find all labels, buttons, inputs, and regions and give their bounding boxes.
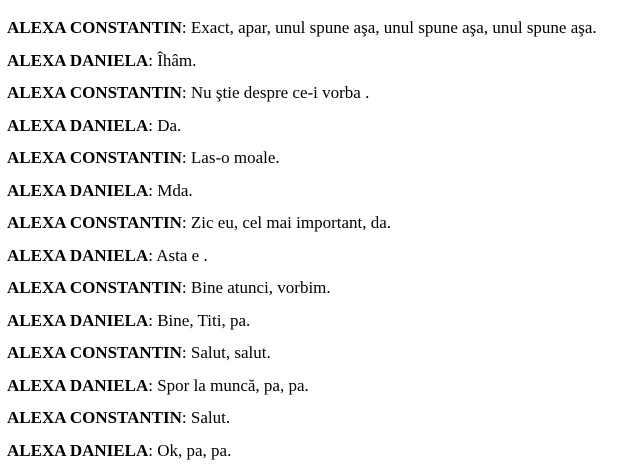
transcript [7, 12, 615, 467]
speaker-name: ALEXA CONSTANTIN [7, 278, 182, 297]
utterance-text: : Asta e . [148, 245, 208, 265]
utterance-text: : Nu ştie despre ce-i vorba . [181, 83, 370, 102]
speaker-name: ALEXA CONSTANTIN [7, 18, 182, 37]
speaker-name: ALEXA DANIELA [7, 115, 149, 135]
speaker-name: ALEXA DANIELA [7, 440, 149, 460]
transcript-line [7, 77, 615, 110]
speaker-name: ALEXA DANIELA [7, 50, 149, 70]
utterance-text: : Bine, Titi, pa. [148, 310, 251, 330]
utterance-text: : Mda. [148, 180, 193, 200]
utterance-text: : Îhâm. [148, 50, 197, 70]
speaker-name: ALEXA DANIELA [7, 180, 149, 200]
transcript-line [7, 435, 615, 468]
speaker-name: ALEXA DANIELA [7, 375, 149, 395]
utterance-text: : Exact, apar, unul spune aşa, unul spune aşa, unul spune aşa. [181, 18, 597, 37]
transcript-line [7, 305, 615, 338]
transcript-line [7, 370, 615, 403]
speaker-name: ALEXA DANIELA [7, 310, 149, 330]
utterance-text: : Spor la muncă, pa, pa. [148, 375, 309, 395]
transcript-line [7, 402, 615, 435]
utterance-text: : Salut, salut. [181, 343, 271, 362]
transcript-line [7, 175, 615, 208]
utterance-text: : Bine atunci, vorbim. [181, 278, 331, 297]
utterance-text: : Zic eu, cel mai important, da. [181, 213, 392, 232]
utterance-text: : Salut. [181, 408, 231, 427]
utterance-text: : Las-o moale. [181, 148, 280, 167]
speaker-name: ALEXA CONSTANTIN [7, 213, 182, 232]
utterance-text: : Ok, pa, pa. [148, 440, 232, 460]
utterance-text: : Da. [148, 115, 182, 135]
transcript-line [7, 45, 615, 78]
transcript-line [7, 337, 615, 370]
speaker-name: ALEXA CONSTANTIN [7, 408, 182, 427]
speaker-name: ALEXA CONSTANTIN [7, 83, 182, 102]
transcript-line [7, 110, 615, 143]
speaker-name: ALEXA CONSTANTIN [7, 148, 182, 167]
speaker-name: ALEXA DANIELA [7, 245, 149, 265]
transcript-line [7, 272, 615, 305]
transcript-line [7, 240, 615, 273]
transcript-line [7, 207, 615, 240]
transcript-line [7, 142, 615, 175]
transcript-line [7, 12, 615, 45]
speaker-name: ALEXA CONSTANTIN [7, 343, 182, 362]
